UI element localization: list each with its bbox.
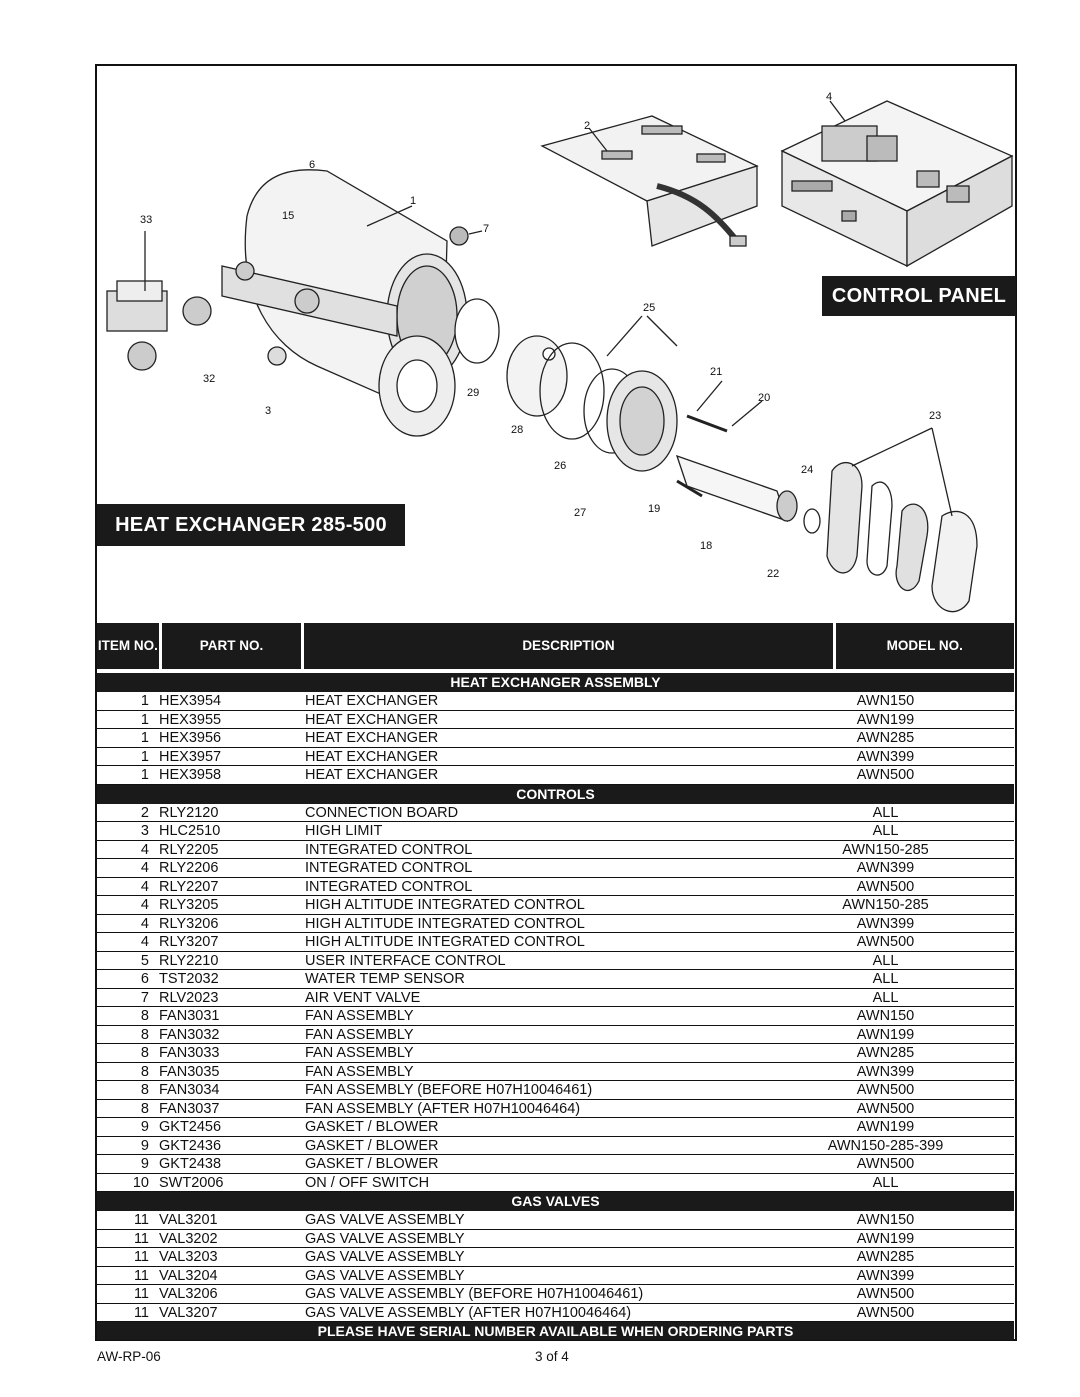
callout-28: 28: [511, 424, 524, 436]
table-row: [97, 1267, 1014, 1286]
gasket-disk-drawing: [455, 299, 499, 363]
part-no-cell: RLY2206: [159, 860, 219, 876]
part-no-cell: HEX3954: [159, 693, 222, 709]
model-no-cell: AWN399: [856, 860, 915, 876]
document-code: AW-RP-06: [97, 1349, 161, 1364]
model-no-cell: ALL: [872, 971, 899, 987]
item-no-cell: 4: [140, 841, 149, 858]
callout-15: 15: [282, 210, 295, 222]
model-no-cell: AWN150-285-399: [827, 1137, 944, 1154]
page-number: 3 of 4: [535, 1349, 569, 1364]
item-no-cell: 1: [140, 767, 149, 783]
table-row: [97, 1174, 1014, 1193]
table-row: [97, 1285, 1014, 1304]
part-no-cell: RLY3206: [159, 915, 219, 932]
table-row: [97, 729, 1014, 748]
table-row: [97, 896, 1014, 915]
table-row: [97, 878, 1014, 897]
callout-24: 24: [801, 464, 814, 476]
description-cell: FAN ASSEMBLY (BEFORE H07H10046461): [305, 1082, 593, 1098]
description-cell: HIGH ALTITUDE INTEGRATED CONTROL: [305, 897, 585, 913]
description-cell: INTEGRATED CONTROL: [305, 841, 473, 858]
table-row: [97, 1081, 1014, 1100]
item-no-cell: 11: [133, 1286, 149, 1302]
model-no-cell: AWN285: [856, 1249, 915, 1265]
item-no-cell: 7: [140, 989, 149, 1006]
part-no-cell: VAL3203: [159, 1249, 218, 1265]
item-no-cell: 1: [140, 693, 149, 709]
callout-19: 19: [648, 503, 661, 515]
callout-33: 33: [140, 214, 153, 226]
item-no-cell: 3: [140, 823, 149, 839]
part-no-cell: RLV2023: [159, 989, 219, 1006]
table-row: [97, 970, 1014, 989]
section-header: CONTROLS: [97, 785, 1014, 804]
description-cell: GASKET / BLOWER: [305, 1137, 439, 1154]
model-no-cell: AWN199: [856, 711, 915, 728]
model-no-cell: AWN500: [856, 1156, 915, 1172]
item-no-cell: 8: [140, 1063, 149, 1080]
item-no-cell: 4: [140, 897, 149, 913]
item-no-cell: 11: [133, 1230, 149, 1247]
burner-door-drawing: [507, 316, 820, 533]
callout-25: 25: [643, 302, 656, 314]
item-no-cell: 1: [140, 730, 149, 746]
exploded-diagram: [97, 66, 1014, 622]
model-no-cell: ALL: [872, 952, 899, 969]
part-no-cell: VAL3201: [159, 1212, 218, 1228]
header-description: DESCRIPTION: [522, 638, 615, 653]
description-cell: CONNECTION BOARD: [305, 804, 459, 821]
description-cell: GASKET / BLOWER: [305, 1119, 439, 1135]
callout-23: 23: [929, 410, 942, 422]
table-row: [97, 804, 1014, 823]
description-cell: FAN ASSEMBLY: [305, 1026, 414, 1043]
table-row: [97, 1304, 1014, 1323]
part-no-cell: SWT2006: [159, 1174, 224, 1191]
table-row: [97, 711, 1014, 730]
fan-assembly-drawing: [107, 231, 211, 370]
table-row: [97, 915, 1014, 934]
table-row: [97, 692, 1014, 711]
callout-21: 21: [710, 366, 723, 378]
parts-table: [97, 623, 1014, 1340]
item-no-cell: 9: [140, 1137, 149, 1154]
item-no-cell: 1: [140, 711, 149, 728]
description-cell: INTEGRATED CONTROL: [305, 878, 473, 895]
description-cell: GAS VALVE ASSEMBLY: [305, 1230, 465, 1247]
model-no-cell: AWN500: [856, 1286, 915, 1302]
part-no-cell: HEX3956: [159, 730, 222, 746]
description-cell: GAS VALVE ASSEMBLY: [305, 1249, 465, 1265]
part-no-cell: HLC2510: [159, 823, 221, 839]
callout-3: 3: [265, 405, 272, 417]
callout-22: 22: [767, 568, 780, 580]
description-cell: HEAT EXCHANGER: [305, 693, 439, 709]
model-no-cell: ALL: [872, 1174, 899, 1191]
model-no-cell: AWN500: [856, 1100, 915, 1117]
callout-32: 32: [203, 373, 216, 385]
table-row: [97, 1063, 1014, 1082]
part-no-cell: GKT2436: [159, 1137, 222, 1154]
callout-18: 18: [700, 540, 713, 552]
model-no-cell: AWN285: [856, 730, 915, 746]
parts-frame: [95, 64, 1017, 1341]
item-no-cell: 8: [140, 1100, 149, 1117]
table-row: [97, 822, 1014, 841]
description-cell: HIGH LIMIT: [305, 823, 383, 839]
table-row: [97, 1007, 1014, 1026]
description-cell: USER INTERFACE CONTROL: [305, 952, 506, 969]
description-cell: HEAT EXCHANGER: [305, 711, 439, 728]
table-row: [97, 952, 1014, 971]
section-header: GAS VALVES: [97, 1192, 1014, 1211]
item-no-cell: 4: [140, 934, 149, 950]
part-no-cell: VAL3206: [159, 1286, 218, 1302]
item-no-cell: 6: [140, 971, 149, 987]
description-cell: GAS VALVE ASSEMBLY (AFTER H07H10046464): [305, 1304, 632, 1321]
table-body: [97, 673, 1014, 1322]
part-no-cell: HEX3958: [159, 767, 222, 783]
table-row: [97, 1211, 1014, 1230]
part-no-cell: FAN3033: [159, 1045, 220, 1061]
part-no-cell: HEX3955: [159, 711, 222, 728]
header-part-no: PART NO.: [199, 638, 264, 653]
description-cell: HIGH ALTITUDE INTEGRATED CONTROL: [305, 934, 585, 950]
callout-29: 29: [467, 387, 480, 399]
table-row: [97, 1155, 1014, 1174]
callout-6: 6: [309, 159, 316, 171]
connection-board-drawing: [542, 116, 757, 246]
table-row: [97, 859, 1014, 878]
air-vent-valve-drawing: [450, 227, 482, 245]
model-no-cell: AWN150: [856, 693, 915, 709]
part-no-cell: RLY3205: [159, 897, 219, 913]
integrated-control-drawing: [782, 101, 1012, 266]
model-no-cell: AWN285: [856, 1045, 915, 1061]
part-no-cell: GKT2456: [159, 1119, 222, 1135]
description-cell: HEAT EXCHANGER: [305, 730, 439, 746]
item-no-cell: 8: [140, 1045, 149, 1061]
table-row: [97, 1044, 1014, 1063]
item-no-cell: 2: [140, 804, 149, 821]
model-no-cell: AWN199: [856, 1119, 915, 1135]
callout-20: 20: [758, 392, 771, 404]
model-no-cell: AWN500: [856, 767, 915, 783]
part-no-cell: VAL3202: [159, 1230, 218, 1247]
part-no-cell: RLY2207: [159, 878, 219, 895]
description-cell: HEAT EXCHANGER: [305, 748, 439, 765]
table-row: [97, 748, 1014, 767]
item-no-cell: 8: [140, 1082, 149, 1098]
heat-exchanger-title: HEAT EXCHANGER 285-500: [97, 504, 405, 546]
item-no-cell: 1: [140, 748, 149, 765]
description-cell: FAN ASSEMBLY: [305, 1063, 414, 1080]
part-no-cell: FAN3035: [159, 1063, 220, 1080]
item-no-cell: 9: [140, 1156, 149, 1172]
model-no-cell: AWN500: [856, 934, 915, 950]
ordering-note: PLEASE HAVE SERIAL NUMBER AVAILABLE WHEN ORDERING PARTS: [97, 1322, 1014, 1340]
heat-exchanger-drawing: [222, 170, 467, 436]
part-no-cell: RLY2205: [159, 841, 219, 858]
part-no-cell: GKT2438: [159, 1156, 222, 1172]
header-model-no: MODEL NO.: [886, 638, 963, 653]
table-row: [97, 766, 1014, 785]
description-cell: HIGH ALTITUDE INTEGRATED CONTROL: [305, 915, 585, 932]
item-no-cell: 11: [133, 1267, 149, 1284]
description-cell: GAS VALVE ASSEMBLY: [305, 1267, 465, 1284]
model-no-cell: AWN399: [856, 1267, 915, 1284]
model-no-cell: AWN199: [856, 1230, 915, 1247]
item-no-cell: 9: [140, 1119, 149, 1135]
table-row: [97, 1230, 1014, 1249]
table-row: [97, 841, 1014, 860]
model-no-cell: AWN500: [856, 1082, 915, 1098]
description-cell: FAN ASSEMBLY: [305, 1045, 414, 1061]
description-cell: AIR VENT VALVE: [305, 989, 421, 1006]
table-header: [97, 623, 1014, 669]
item-no-cell: 11: [133, 1304, 149, 1321]
callout-27: 27: [574, 507, 587, 519]
callout-26: 26: [554, 460, 567, 472]
callout-1: 1: [410, 195, 417, 207]
table-row: [97, 1118, 1014, 1137]
header-item-no: ITEM NO.: [97, 638, 158, 653]
model-no-cell: AWN150: [856, 1008, 915, 1024]
item-no-cell: 10: [132, 1174, 149, 1191]
part-no-cell: RLY2120: [159, 804, 219, 821]
part-no-cell: VAL3207: [159, 1304, 218, 1321]
item-no-cell: 11: [133, 1212, 149, 1228]
model-no-cell: AWN150-285: [842, 841, 929, 858]
table-row: [97, 1248, 1014, 1267]
description-cell: ON / OFF SWITCH: [305, 1174, 430, 1191]
part-no-cell: HEX3957: [159, 748, 222, 765]
model-no-cell: AWN399: [856, 915, 915, 932]
table-row: [97, 1137, 1014, 1156]
model-no-cell: AWN150: [856, 1212, 915, 1228]
section-header: HEAT EXCHANGER ASSEMBLY: [97, 673, 1014, 692]
table-row: [97, 989, 1014, 1008]
item-no-cell: 4: [140, 915, 149, 932]
callout-4: 4: [826, 91, 833, 103]
cover-assembly-drawing: [827, 428, 977, 612]
model-no-cell: AWN399: [856, 1063, 915, 1080]
model-no-cell: AWN399: [856, 748, 915, 765]
model-no-cell: ALL: [872, 804, 899, 821]
description-cell: GASKET / BLOWER: [305, 1156, 439, 1172]
table-row: [97, 1026, 1014, 1045]
description-cell: FAN ASSEMBLY: [305, 1008, 414, 1024]
description-cell: FAN ASSEMBLY (AFTER H07H10046464): [305, 1100, 581, 1117]
description-cell: HEAT EXCHANGER: [305, 767, 439, 783]
item-no-cell: 8: [140, 1026, 149, 1043]
part-no-cell: FAN3031: [159, 1008, 220, 1024]
part-no-cell: FAN3034: [159, 1082, 220, 1098]
item-no-cell: 4: [140, 878, 149, 895]
part-no-cell: FAN3037: [159, 1100, 220, 1117]
part-no-cell: RLY2210: [159, 952, 219, 969]
description-cell: GAS VALVE ASSEMBLY: [305, 1212, 465, 1228]
table-row: [97, 933, 1014, 952]
item-no-cell: 5: [140, 952, 149, 969]
description-cell: WATER TEMP SENSOR: [305, 971, 465, 987]
model-no-cell: ALL: [872, 823, 899, 839]
description-cell: INTEGRATED CONTROL: [305, 860, 473, 876]
part-no-cell: FAN3032: [159, 1026, 220, 1043]
description-cell: GAS VALVE ASSEMBLY (BEFORE H07H10046461): [305, 1286, 644, 1302]
item-no-cell: 4: [140, 860, 149, 876]
part-no-cell: RLY3207: [159, 934, 219, 950]
model-no-cell: AWN150-285: [842, 897, 929, 913]
table-row: [97, 1100, 1014, 1119]
item-no-cell: 8: [140, 1008, 149, 1024]
model-no-cell: AWN199: [856, 1026, 915, 1043]
part-no-cell: VAL3204: [159, 1267, 218, 1284]
callout-2: 2: [584, 120, 591, 132]
item-no-cell: 11: [133, 1249, 149, 1265]
model-no-cell: ALL: [872, 989, 899, 1006]
part-no-cell: TST2032: [159, 971, 219, 987]
model-no-cell: AWN500: [856, 878, 915, 895]
callout-7: 7: [483, 223, 490, 235]
control-panel-title: CONTROL PANEL: [822, 276, 1016, 316]
model-no-cell: AWN500: [856, 1304, 915, 1321]
